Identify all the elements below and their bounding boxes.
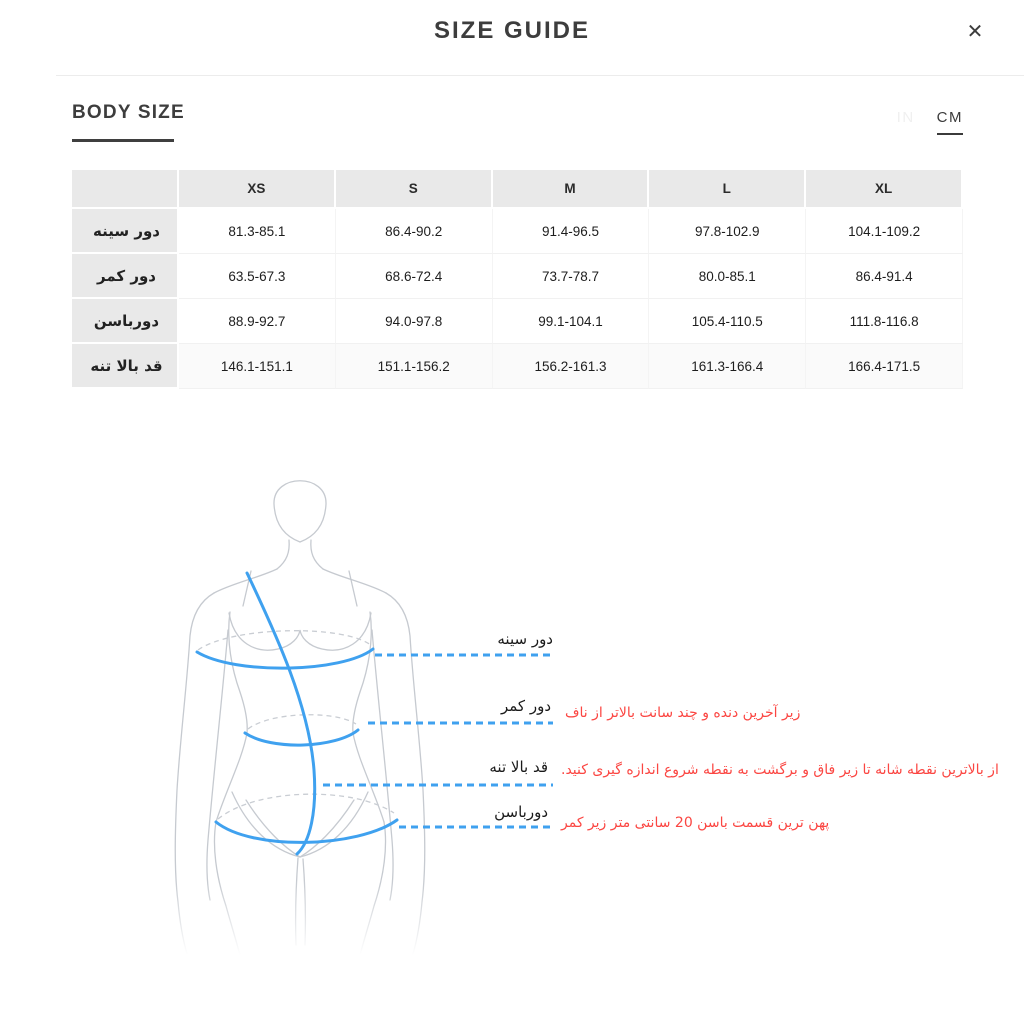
annotation-desc-torso-length: از بالاترین نقطه شانه تا زیر فاق و برگشت به نقطه شروع اندازه گیری کنید.	[561, 762, 999, 778]
column-header: M	[493, 170, 650, 209]
corner-cell	[72, 170, 179, 209]
page-title: SIZE GUIDE	[433, 17, 591, 44]
table-row	[72, 299, 963, 344]
annotation-desc-hips: پهن ترین قسمت باسن 20 سانتی متر زیر کمر	[561, 815, 830, 831]
table-cell: 81.3-85.1	[179, 209, 336, 254]
annotation-label-torso-length: قد بالا تنه	[489, 758, 548, 776]
table-cell: 86.4-90.2	[336, 209, 493, 254]
torso-length-line	[247, 573, 315, 854]
table-cell: 63.5-67.3	[179, 254, 336, 299]
table-cell: 88.9-92.7	[179, 299, 336, 344]
table-header-row	[72, 170, 963, 209]
table-cell: 68.6-72.4	[336, 254, 493, 299]
annotation-label-waist: دور کمر	[500, 697, 551, 715]
table-cell: 73.7-78.7	[493, 254, 650, 299]
close-icon[interactable]: ✕	[966, 21, 984, 43]
table-cell: 166.4-171.5	[806, 344, 963, 389]
table-cell: 161.3-166.4	[649, 344, 806, 389]
measurement-lines	[197, 573, 397, 854]
column-header: L	[649, 170, 806, 209]
size-table-container	[72, 170, 963, 375]
row-label-chest: دور سینه	[72, 209, 179, 254]
row-label-hips: دورباسن	[72, 299, 179, 344]
table-row	[72, 209, 963, 254]
leader-lines	[323, 655, 553, 827]
table-cell: 80.0-85.1	[649, 254, 806, 299]
table-row	[72, 344, 963, 389]
table-cell: 86.4-91.4	[806, 254, 963, 299]
row-label-waist: دور کمر	[72, 254, 179, 299]
header-divider	[56, 75, 1024, 76]
column-header: XS	[179, 170, 336, 209]
table-cell: 146.1-151.1	[179, 344, 336, 389]
annotation-desc-waist: زیر آخرین دنده و چند سانت بالاتر از ناف	[565, 705, 801, 721]
annotation-label-bust: دور سینه	[497, 630, 553, 648]
table-cell: 104.1-109.2	[806, 209, 963, 254]
unit-option-cm[interactable]: CM	[937, 109, 963, 135]
table-cell: 111.8-116.8	[806, 299, 963, 344]
table-cell: 91.4-96.5	[493, 209, 650, 254]
column-header: XL	[806, 170, 963, 209]
table-cell: 97.8-102.9	[649, 209, 806, 254]
body-size-underline	[72, 139, 174, 142]
table-cell: 151.1-156.2	[336, 344, 493, 389]
unit-option-in[interactable]: IN	[896, 109, 915, 126]
table-cell: 94.0-97.8	[336, 299, 493, 344]
table-row	[72, 254, 963, 299]
table-cell: 105.4-110.5	[649, 299, 806, 344]
unit-toggle	[897, 109, 963, 135]
annotation-label-hips: دورباسن	[494, 803, 548, 821]
table-cell: 99.1-104.1	[493, 299, 650, 344]
row-label-torso-length: قد بالا تنه	[72, 344, 179, 389]
size-table	[72, 170, 963, 389]
table-cell: 156.2-161.3	[493, 344, 650, 389]
column-header: S	[336, 170, 493, 209]
diagram-bottom-fade	[150, 880, 555, 980]
waist-line	[245, 730, 358, 745]
body-size-heading: BODY SIZE	[72, 102, 185, 123]
